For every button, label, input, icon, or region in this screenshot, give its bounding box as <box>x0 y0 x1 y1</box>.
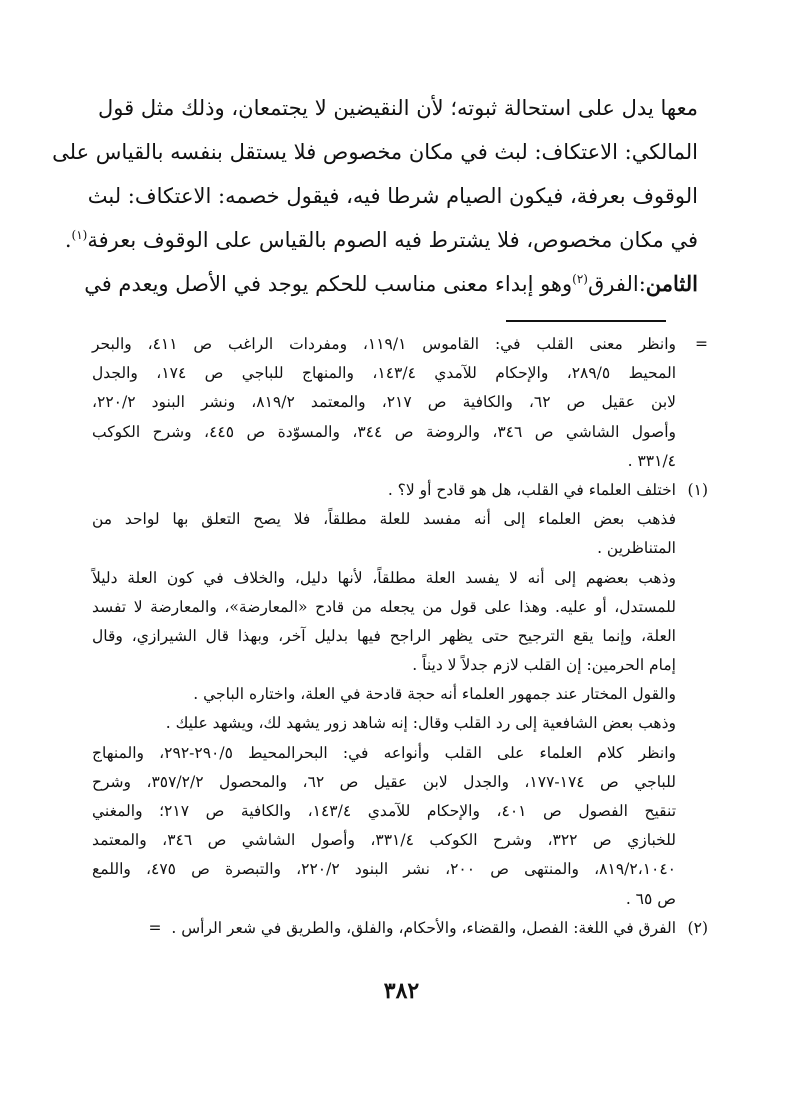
footnotes <box>92 330 708 943</box>
main-line <box>84 262 698 306</box>
main-text <box>52 86 698 306</box>
section-heading: الثامن <box>645 271 698 296</box>
footnote-line: المتناظرين . <box>597 539 676 558</box>
footnote-line: ٣٣١/٤ . <box>627 451 676 470</box>
footnote-line: ٨١٩/٢،١٠٤٠، والمنتهى ص ٢٠٠، نشر البنود ٢٢٠/٢، والتبصرة ص ٤٧٥، واللمع <box>92 860 676 879</box>
footnote-line <box>92 330 708 359</box>
footnote-text: وانظر معنى القلب في: القاموس ١١٩/١، ومفردات الراغب ص ٤١١، والبحر <box>92 335 676 353</box>
footnote-text: اختلف العلماء في القلب، هل هو قادح أو لا؟ . <box>387 480 676 499</box>
main-line: الوقوف بعرفة، فيكون الصيام شرطا فيه، فيقول خصمه: الاعتكاف: لبث <box>87 184 698 208</box>
main-line-text: في مكان مخصوص، فلا يشترط فيه الصوم بالقياس على الوقوف بعرفة <box>87 228 698 252</box>
footnote-line: المحيط ٢٨٩/٥، والإحكام للآمدي ١٤٣/٤، والمنهاج للباجي ص ١٧٤، والجدل <box>92 364 677 383</box>
main-line-text: وهو إبداء معنى مناسب للحكم يوجد في الأصل ويعدم في <box>84 272 573 296</box>
page-number: ٣٨٢ <box>383 978 420 1004</box>
footnote-line: للخبازي ص ٣٢٢، وشرح الكوكب ٣٣١/٤، وأصول الشاشي ص ٣٤٦، والمعتمد <box>92 831 676 850</box>
footnote-ref: (١) <box>71 228 88 242</box>
main-line <box>64 218 698 262</box>
footnote-marker: (٢) <box>687 918 708 937</box>
footnote-line: والقول المختار عند جمهور العلماء أنه حجة قادحة في العلة، واختاره الباجي . <box>193 685 676 704</box>
footnote-marker: (١) <box>687 480 708 499</box>
colon: : <box>638 272 646 296</box>
footnote-line: فذهب بعض العلماء إلى أنه مفسد للعلة مطلقاً، فلا يصح التعلق بها لواحد من <box>92 510 676 529</box>
footnote-line: ص ٦٥ . <box>625 889 676 908</box>
footnote-line: للباجي ص ١٧٤-١٧٧، والجدل لابن عقيل ص ٦٢، والمحصول ٣٥٧/٢/٢، وشرح <box>92 772 676 791</box>
footnote-ref: (٢) <box>572 272 588 286</box>
footnote-line <box>92 914 708 943</box>
footnote-line: العلة، وإنما يقع الترجيح حتى يظهر الراجح فيها بدليل آخر، وبهذا قال الشيرازي، وقال <box>92 626 676 645</box>
footnote-line: تنقيح الفصول ص ٤٠١، والإحكام للآمدي ١٤٣/٤، والكافية ص ٢١٧؛ والمغني <box>92 802 677 820</box>
footnote-line: وانظر كلام العلماء على القلب وأنواعه في: البحرالمحيط ٢٩٠/٥-٢٩٢، والمنهاج <box>92 743 676 762</box>
footnote-line: وذهب بعضهم إلى أنه لا يفسد العلة مطلقاً، لأنها دليل، والخلاف في كون العلة دليلاً <box>92 568 676 587</box>
footnote-line: إمام الحرمين: إن القلب لازم جدلاً لا ديناً . <box>412 656 676 675</box>
period: . <box>64 228 72 252</box>
continuation-marker: = <box>695 335 708 353</box>
footnote-line: لابن عقيل ص ٦٢، والكافية ص ٢١٧، والمعتمد ٨١٩/٢، ونشر البنود ٢٢٠/٢، <box>92 393 676 412</box>
footnote-text: الفرق في اللغة: الفصل، والقضاء، والأحكام، والفلق، والطريق في شعر الرأس . <box>171 918 676 937</box>
footnote-line: وذهب بعض الشافعية إلى رد القلب وقال: إنه شاهد زور يشهد لك، ويشهد عليك . <box>165 714 676 733</box>
footnote-line <box>92 476 708 505</box>
footnote-line: وأصول الشاشي ص ٣٤٦، والروضة ص ٣٤٤، والمسوّدة ص ٤٤٥، وشرح الكوكب <box>92 422 677 441</box>
footnote-line: للمستدل، أو عليه. وهذا على قول من يجعله من قادح «المعارضة»، والمعارضة لا تفسد <box>92 597 676 616</box>
main-line: معها يدل على استحالة ثبوته؛ لأن النقيضين لا يجتمعان، وذلك مثل قول <box>98 96 698 120</box>
footnote-separator <box>506 320 666 322</box>
continuation-marker: = <box>148 918 162 937</box>
main-line: المالكي: الاعتكاف: لبث في مكان مخصوص فلا يستقل بنفسه بالقياس على <box>52 140 698 164</box>
term: الفرق <box>587 272 639 296</box>
